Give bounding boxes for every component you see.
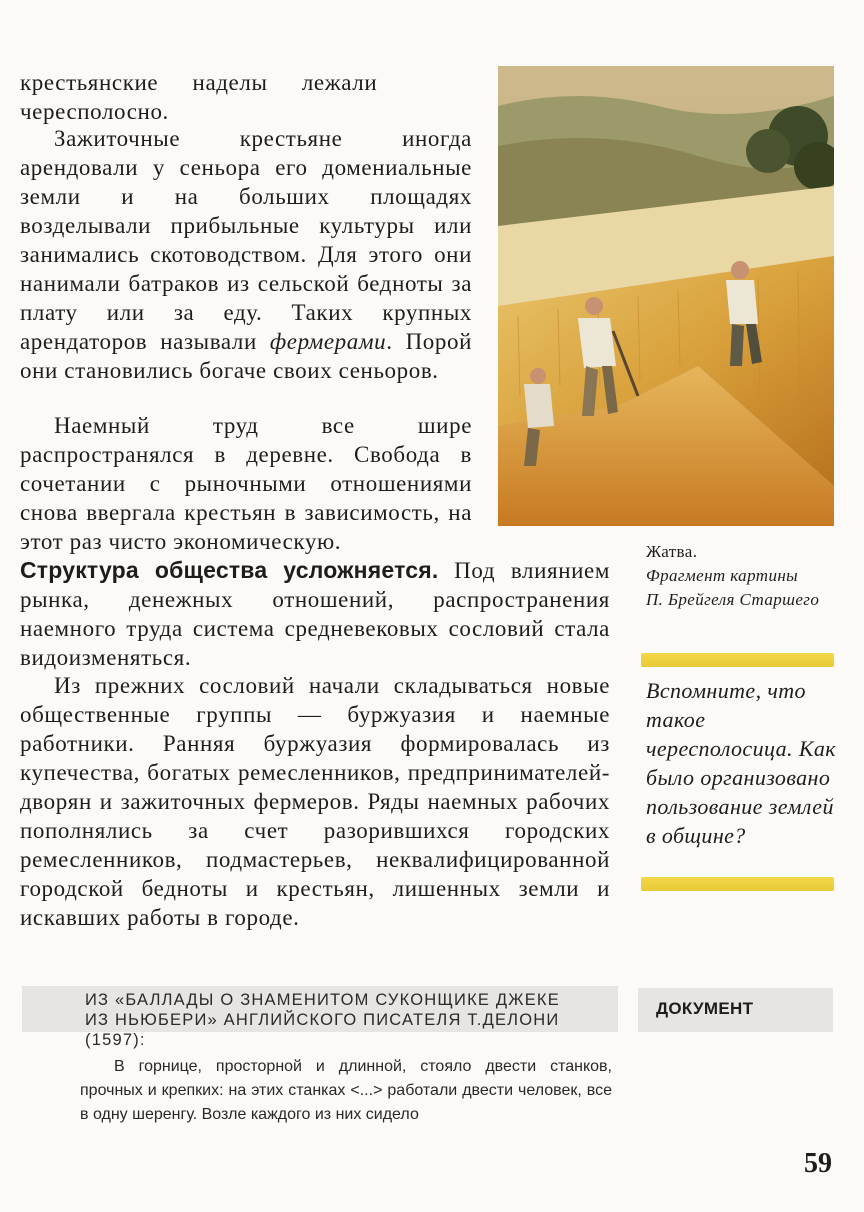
term-farmers: фермерами [269, 329, 387, 354]
paragraph-society-structure [20, 556, 610, 672]
paragraph-farmers-text-end: . Порой они становились богаче своих сеньоров. [20, 329, 473, 383]
question-top-bar [641, 653, 834, 667]
section-heading: Структура общества усложняется. [20, 557, 439, 583]
caption-title: Жатва. [646, 542, 698, 561]
document-excerpt: В горнице, просторной и длинной, стояло двести станков, прочных и крепких: на этих станках <...> работали двести человек, все в одну шеренгу. Возле каждого из них сидело [80, 1058, 612, 1123]
paragraph-new-groups: Из прежних сословий начали складываться новые общественные группы — буржуазия и наемные работники. Ранняя буржуазия формировалась из купечества, богатых ремесленников, предпринимателей-дворян и зажиточных фермеров. Ряды наемных рабочих пополнялись за счет разорившихся городских ремесленников, подмастерьев, неквалифицированной городской бедноты и крестьян, лишенных земли и искавших работы в городе. [20, 673, 610, 930]
paragraph-farmers-text: Зажиточные крестьяне иногда арендовали у сеньора его домениальные земли и на больших площадях возделывали прибыльные культуры или занимались скотоводством. Для этого они нанимали батраков из сельской бедноты за плату или за еду. Таких крупных арендаторов называли [20, 126, 472, 354]
review-question: Вспомните, что такое чересполосица. Как было организовано пользование землей в общине? [646, 678, 836, 848]
document-tag [638, 988, 833, 1032]
caption-line-3: П. Брейгеля Старшего [646, 590, 820, 609]
paragraph-society-text: Под влиянием рынка, денежных отношений, распространения наемного труда система средневековых сословий стала видоизменяться. [20, 558, 610, 670]
page-number: 59 [804, 1148, 832, 1179]
document-title-line-1: ИЗ «БАЛЛАДЫ О ЗНАМЕНИТОМ СУКОНЩИКЕ ДЖЕКЕ [85, 991, 560, 1009]
paragraph-farmers [20, 124, 472, 385]
document-title-line-2: ИЗ НЬЮБЕРИ» АНГЛИЙСКОГО ПИСАТЕЛЯ Т.ДЕЛОНИ (1597): [85, 1011, 560, 1049]
paragraph-hired-labor: Наемный труд все шире распространялся в деревне. Свобода в сочетании с рыночными отношениями снова ввергала крестьян в зависимость, на этот раз чисто экономическую. [20, 413, 472, 554]
document-tag-label: ДОКУМЕНТ [656, 999, 754, 1018]
figure-caption [646, 540, 819, 612]
harvest-painting [498, 66, 834, 526]
caption-line-2: Фрагмент картины [646, 566, 799, 585]
document-title [85, 990, 615, 1050]
paragraph-1: крестьянские наделы лежали чересполосно. [20, 70, 378, 124]
question-bottom-bar [641, 877, 834, 891]
